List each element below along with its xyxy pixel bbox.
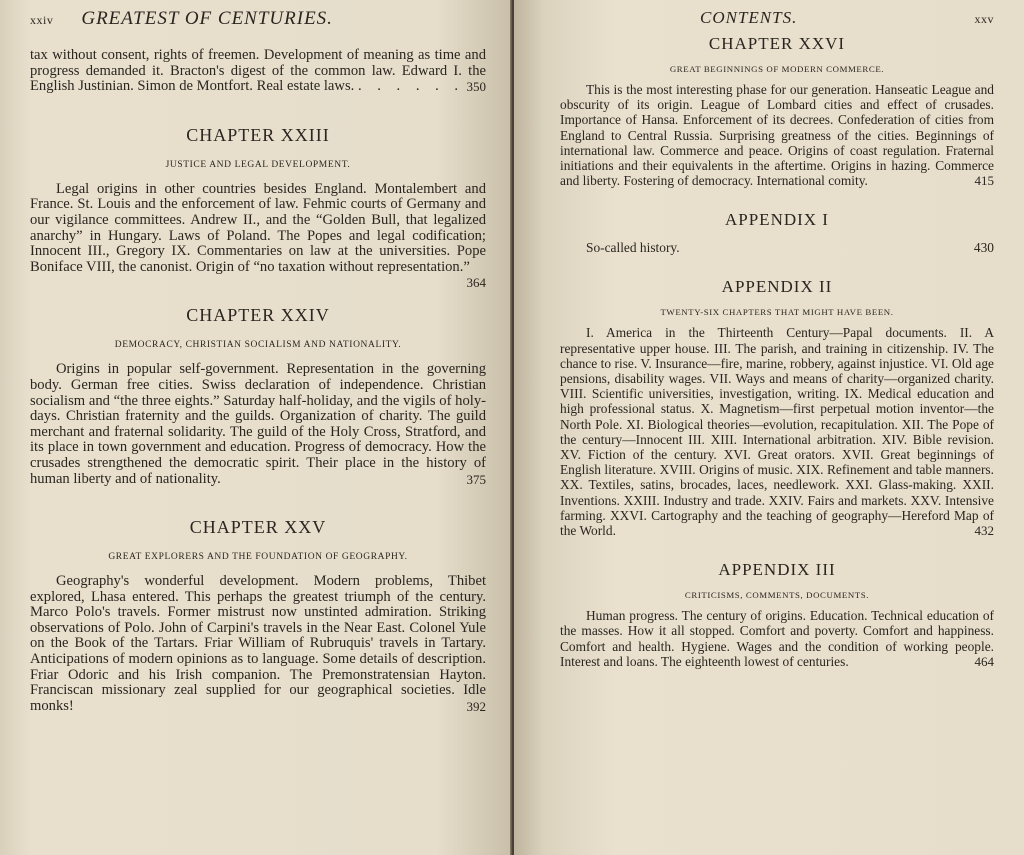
entry-text: Human progress. The century of origins. Education. Technical education of the masses. How it all stopped. Comfort and poverty. Comfort and happiness. Comfort and health. Hygiene. Wages and the condition of working people. Interest and loans. The eighteenth lowest of centuries. [560,608,994,669]
chapter-heading: CHAPTER XXIV [186,305,330,326]
chapter-subtitle: GREAT EXPLORERS AND THE FOUNDATION OF GEOGRAPHY. [108,552,408,563]
entry-text: I. America in the Thirteenth Century—Papal documents. II. A representative upper house. III. The parish, and training in citizenship. IV. The chance to rise. V. Insurance—fire, marine, robbery, against injustice. VI. Old age pensions, disability wages. VII. Ways and means of charity—organized charity. VIII. Scientific universities, investigation, writing. IX. Medical education and high professional status. X. Magnetism—first perpetual motion inventor—the North Pole. XI. Biological theories—evolution, recapitulation. XII. The Pope of the century—Innocent III. XIII. International arbitration. XIV. Bible revision. XV. Fiction of the century. XVI. Great orators. XVII. Great beginnings of English literature. XVIII. Origins of music. XIX. Refinement and table manners. XX. Textiles, satins, brocades, laces, needlework. XXI. Glass-making. XXII. Inventions. XXIII. Industry and trade. XXIV. Fairs and markets. XXV. Intensive farming. XXVI. Cartography and the teaching of geography—Hereford Map of the World. [560,325,994,539]
continuation-entry [30,48,486,95]
entry-text: This is the most interesting phase for our generation. Hanseatic League and obscurity of its origin. League of Lombard cities and effect of crusades. Importance of Hansa. Enforcement of its decrees. Confederation of cities from England to Central Russia. Surprising greatness of the cities. Beginnings of international law. Commerce and peace. Origins of coast regulation. Fraternal initiations and their equivalents in the aftertime. Origins in hazing. Commerce and liberty. Fostering of democracy. International comity. [560,82,994,189]
appendix-summary [560,608,994,669]
page-number: 392 [466,698,486,714]
page-number: 364 [466,275,486,291]
appendix-summary [560,325,994,538]
running-head [560,8,994,30]
page-folio: xxv [974,12,994,26]
entry-text: So-called history. [586,240,680,256]
running-title: GREATEST OF CENTURIES. [81,8,333,29]
chapter-heading: CHAPTER XXIII [186,124,330,145]
entry-text: Origins in popular self-government. Representation in the governing body. German free cities. Swiss declaration of independence. Christian socialism and “the three eights.” Saturday half-holiday, and the vigils of holy-days. Christian fraternity and the guilds. Organization of charity. The guild merchant and fraternal solidarity. The guild of the Holy Cross, Stratford, and its place in town government and education. Progress of democracy. How the crusades strengthened the democratic spirit. Their place in the history of human liberty and of nationality. [30,361,486,487]
chapter-summary [560,82,994,188]
chapter-summary [30,574,486,714]
page-number: 464 [974,653,994,669]
page-number: 350 [466,79,486,95]
appendix-subtitle: CRITICISMS, COMMENTS, DOCUMENTS. [684,590,870,601]
dot-leader: . . . . . . [357,78,465,95]
running-title: CONTENTS. [700,8,798,27]
chapter-summary [30,362,486,487]
appendix-entry [560,240,994,255]
chapter-subtitle: JUSTICE AND LEGAL DEVELOPMENT. [165,159,351,170]
appendix-heading: APPENDIX II [721,277,833,297]
page-number: 415 [974,173,994,189]
appendix-subtitle: TWENTY-SIX CHAPTERS THAT MIGHT HAVE BEEN. [660,307,894,318]
page-number: 375 [466,471,486,487]
appendix-heading: APPENDIX III [718,560,836,580]
page-number: 430 [973,240,994,256]
chapter-heading: CHAPTER XXVI [708,34,846,53]
page-number: 432 [974,523,994,539]
running-head [30,8,486,34]
chapter-heading: CHAPTER XXV [189,517,327,538]
chapter-summary [30,180,486,291]
chapter-subtitle: GREAT BEGINNINGS OF MODERN COMMERCE. [669,64,885,74]
right-page [514,0,1024,855]
appendix-heading: APPENDIX I [725,210,829,230]
entry-text: Geography's wonderful development. Modern problems, Thibet explored, Lhasa entered. This perhaps the greatest triumph of the century. Marco Polo's travels. Former mistrust now unstinted admiration. Striking observations of Polo. John of Carpini's travels in the Near East. Colonel Yule on the Book of the Tartars. Friar William of Rubruquis' travels in Tartary. Anticipations of modern opinions as to language. Some details of description. Friar Odoric and his Irish companion. The Premonstratensian Hayton. Franciscan missionary zeal supplied for our geographical societies. Idle monks! [30,573,486,714]
entry-text: Legal origins in other countries besides England. Montalembert and France. St. Louis and the enforcement of law. Fehmic courts of Germany and our vigilance committees. Andrew II., and the “Golden Bull, that legalized anarchy” in Hungary. Laws of Poland. The Popes and legal codification; Innocent III., Gregory IX. Commentaries on law at the universities. Pope Boniface VIII, the canonist. Origin of “no taxation without representation.” [30,180,486,275]
entry-text: tax without consent, rights of freemen. Development of meaning as time and progress demanded it. Bracton's digest of the common law. Edward I. the English Justinian. Simon de Montfort. Real estate laws. [30,47,486,95]
chapter-subtitle: DEMOCRACY, CHRISTIAN SOCIALISM AND NATIONALITY. [114,340,402,351]
page-folio: xxiv [30,13,54,27]
